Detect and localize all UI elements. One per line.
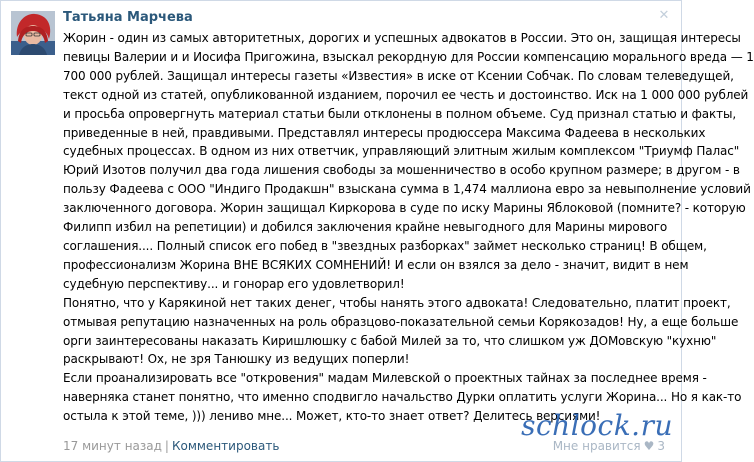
post-line: наверняка станет понятно, что именно сподвигло начальство Дурки оплатить услуги Жорина... Но я как-то — [63, 390, 742, 405]
post-line: судебную перспективу... и гонорар его удовлетворил! — [63, 276, 405, 291]
post-line: Юрий Изотов получил два года лишения свободы за мошенничество в особо крупном размере; в другом - в — [63, 163, 740, 178]
post-line: остыла к этой теме, ))) лениво мне... Может, кто-то знает ответ? Делитесь версиями! — [63, 409, 601, 424]
post-line: и просьба опровергнуть материал статьи были отклонены в полном объеме. Суд признал статью и факты, — [63, 106, 737, 121]
post-line: орги заинтересованы наказать Киришлюшку с бабой Милей за то, что слишком уж ДОМовскую "кухню" — [63, 333, 717, 348]
post-line: отмывая репутацию назначенных на роль образцово-показательной семьи Корякозадов! Ну, а еще больше — [63, 314, 739, 329]
post-footer — [63, 438, 279, 454]
post-text — [63, 29, 754, 426]
comment-link[interactable]: Комментировать — [171, 439, 280, 453]
timestamp[interactable]: 17 минут назад — [63, 439, 162, 453]
post-line: соглашения.... Полный список его побед в "звездных разборках" займет несколько страниц! В общем, — [63, 238, 707, 253]
post-line: Понятно, что у Карякиной нет таких денег, чтобы нанять этого адвоката! Следовательно, платит проект, — [63, 295, 731, 310]
post-line: певицы Валерии и и Иосифа Пригожина, взыскал рекордную для России компенсацию морального вреда — 1 — [63, 49, 754, 64]
like-label: Мне нравится — [552, 439, 641, 453]
close-icon[interactable]: ✕ — [658, 8, 670, 23]
post-line: заключенного договора. Жорин защищал Киркорова в суде по иску Марины Яблоковой (помните? - которую — [63, 201, 746, 216]
author-name[interactable]: Татьяна Марчева — [63, 10, 193, 25]
post-line: Филипп избил на репетиции) и добился заключения крайне невыгодного для Марины мирового — [63, 220, 668, 235]
avatar-photo — [11, 11, 55, 55]
post-line: Жорин - один из самых авторитетных, дорогих и успешных адвокатов в России. Это он, защищая интересы — [63, 31, 741, 45]
footer-separator: | — [164, 439, 169, 453]
watermark: schlock.ru — [521, 409, 673, 442]
post-line: пользу Фадеева с ООО "Индиго Продакшн" взыскана сумма в 1,474 маллиона евро за невыполнение условий — [63, 182, 751, 197]
post-line: судебных процессах. В одном из них ответчик, управляющий элитным жилым комплексом "Триумф Палас" — [63, 144, 740, 159]
post-line: раскрывают! Ох, не зря Танюшку из ведущих поперли! — [63, 352, 410, 367]
like-count: 3 — [657, 439, 665, 453]
post-line: Если проанализировать все "откровения" мадам Милевской о проектных тайнах за последнее время - — [63, 371, 707, 386]
post-line: приведенные в ней, правдивыми. Представлял интересы продюссера Максима Фадеева в нескольких — [63, 125, 706, 140]
heart-icon: ♥ — [643, 439, 655, 453]
post-line: 700 000 рублей. Защищал интересы газеты «Известия» в иске от Ксении Собчак. По словам телеведущей, — [63, 68, 734, 83]
post-line: профессионализм Жорина ВНЕ ВСЯКИХ СОМНЕНИЙ! И если он взялся за дело - значит, видит в нем — [63, 257, 689, 272]
post-line: текст одной из статей, опубликованной изданием, порочил ее честь и достоинство. Иск на 1 000 000 рублей — [63, 87, 749, 102]
avatar[interactable] — [11, 11, 55, 55]
